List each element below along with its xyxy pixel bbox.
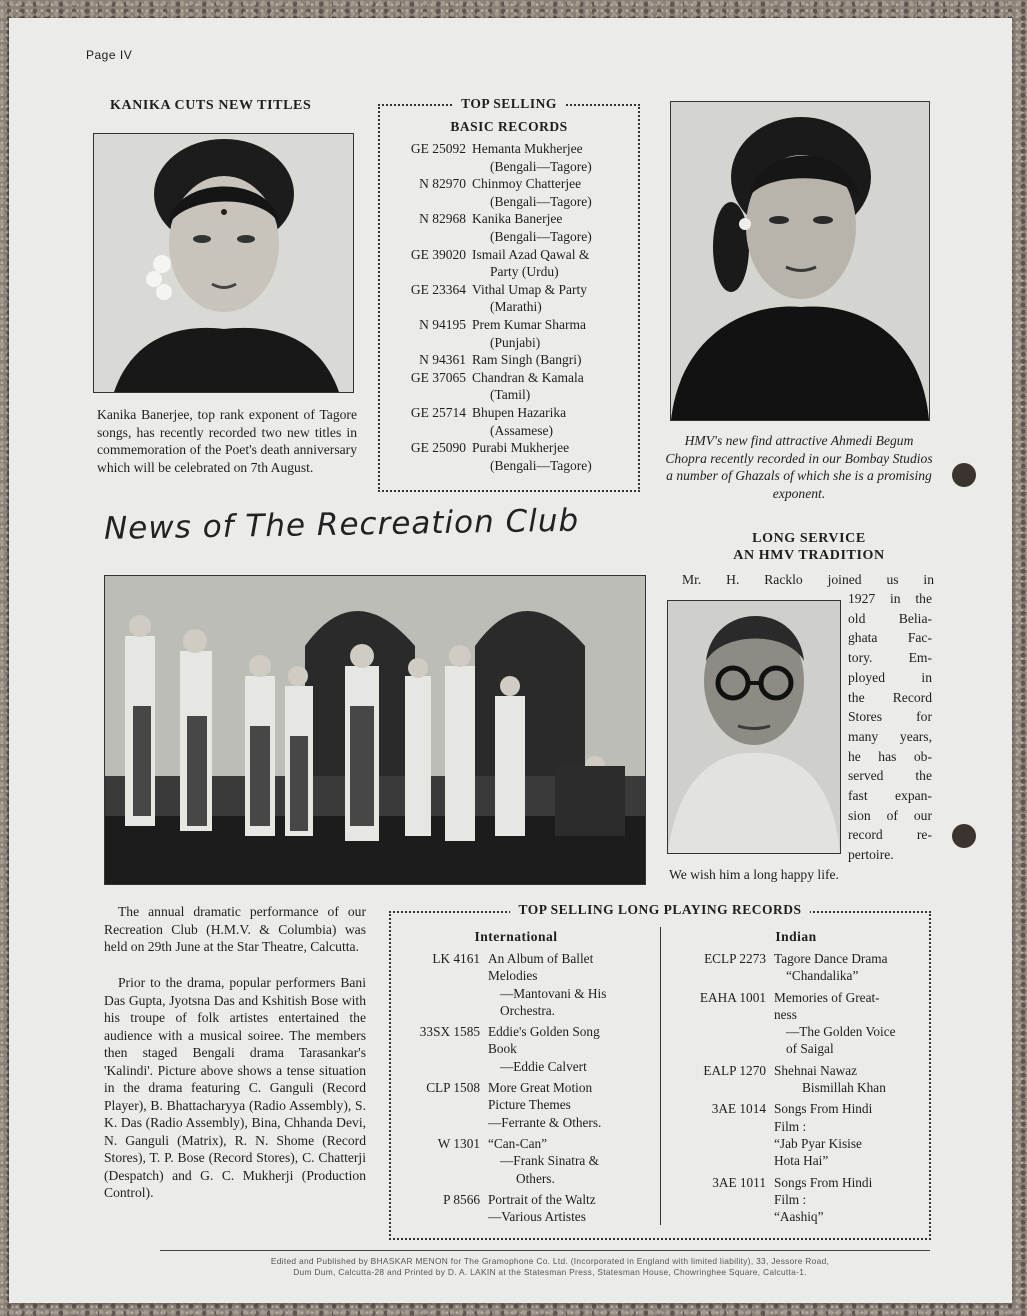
record-artist: Ismail Azad Qawal & [472,246,590,262]
punch-hole [952,824,976,848]
record-artist: Vithal Umap & Party [472,281,588,297]
international-heading: International [474,929,558,944]
body-line: fast expan- [848,788,932,804]
lp-line: —Various Artistes [488,1209,586,1225]
lp-entry [400,1023,632,1075]
record-language: (Marathi) [490,299,542,315]
lp-line: Book [488,1041,517,1057]
lp-line: Songs From Hindi [774,1101,873,1117]
lp-line: Picture Themes [488,1097,571,1113]
lp-line: Hota Hai” [774,1153,829,1169]
record-entry [386,210,622,245]
record-entry [386,439,622,474]
lp-code: P 8566 [443,1191,480,1207]
record-artist: Bhupen Hazarika [472,404,567,420]
body-line: served the [848,768,932,784]
lp-line: “Can-Can” [488,1135,548,1151]
lp-code: LK 4161 [432,951,480,966]
record-language: (Bengali—Tagore) [490,228,592,244]
long-service-heading-line2: AN HMV TRADITION [733,548,885,563]
body-line: he has ob- [848,748,932,764]
recreation-club-handwritten-title: News of The Recreation Club [103,502,580,547]
page-label: Page IV [86,48,133,62]
lp-line: An Album of Ballet [488,951,594,966]
lp-entry [672,989,916,1058]
record-entry [386,175,622,210]
record-language: (Bengali—Tagore) [490,457,592,473]
lp-code: 33SX 1585 [419,1024,480,1040]
record-artist: Chandran & Kamala [472,369,584,385]
record-code: N 82970 [419,176,466,192]
record-code: GE 37065 [410,369,466,385]
basic-records-title-1: TOP SELLING [378,96,640,112]
international-list [400,950,632,1229]
lp-line: Memories of Great- [774,989,880,1005]
lp-entry [672,1062,916,1097]
footer-line-1: Edited and Published by BHASKAR MENON for The Gramophone Co. Ltd. (Incorporated in England with limited liability), 33, Jessore Road, [270,1256,830,1266]
lp-code: W 1301 [437,1135,480,1151]
record-code: N 94361 [419,352,466,368]
record-code: GE 25090 [410,440,466,456]
lp-line: Others. [516,1170,555,1186]
lp-line: —The Golden Voice [786,1024,896,1040]
ahmedi-portrait-photo [670,101,930,421]
body-line: 1927 in the [848,591,932,606]
lp-code: EAHA 1001 [699,989,766,1005]
body-line: ployed in [848,669,932,685]
record-artist: Ram Singh (Bangri) [472,352,582,368]
long-service-heading [664,530,954,564]
record-entry [386,316,622,351]
kanika-portrait-photo [93,133,354,393]
long-service-closing: We wish him a long happy life. [669,867,839,882]
lp-line: “Chandalika” [786,968,859,984]
lp-code: 3AE 1011 [712,1174,766,1190]
record-entry [386,369,622,404]
lp-entry [672,1174,916,1226]
lp-line: More Great Motion [488,1080,593,1096]
kanika-caption: Kanika Banerjee, top rank exponent of Tagore songs, has recently recorded two new titles in commemoration of the Poet's death anniversary which will be celebrated on 7th August. [97,407,357,475]
lp-line: Film : [774,1118,807,1134]
record-language: (Tamil) [490,387,531,403]
publisher-footer [120,1256,980,1278]
indian-list [672,950,916,1229]
record-artist: Prem Kumar Sharma [472,316,586,332]
body-line: record re- [848,827,932,843]
lp-entry [400,1079,632,1131]
record-code: N 82968 [419,211,466,227]
footer-rule [160,1250,930,1251]
lp-line: Melodies [488,968,538,984]
basic-records-title-2: BASIC RECORDS [450,119,568,134]
record-language: (Bengali—Tagore) [490,158,592,174]
body-line: tory. Em- [848,650,932,666]
lp-line: “Jab Pyar Kisise [774,1135,862,1151]
lp-line: “Aashiq” [774,1209,824,1225]
record-entry [386,140,622,175]
record-artist: Kanika Banerjee [472,211,563,227]
lp-line: —Ferrante & Others. [488,1114,602,1130]
long-service-intro: Mr. H. Racklo joined us in [682,572,934,587]
lp-entry [672,1100,916,1169]
lp-entry [400,1135,632,1187]
lp-line: Orchestra. [500,1002,556,1018]
record-code: N 94195 [419,316,466,332]
kanika-heading: KANIKA CUTS NEW TITLES [110,98,312,113]
lp-line: Tagore Dance Drama [774,951,888,966]
lp-line: ness [774,1006,797,1022]
record-entry [386,404,622,439]
lp-line: Film : [774,1191,807,1207]
drama-stage-photo [104,575,646,885]
body-line: ghata Fac- [848,630,932,646]
footer-line-2: Dum Dum, Calcutta-28 and Printed by D. A. LAKIN at the Statesman Press, Statesman House, Chowringhee Square, Calcutta-1. [293,1267,807,1277]
record-language: Party (Urdu) [490,264,559,280]
racklo-portrait-photo [667,600,841,854]
recreation-paragraph-1: The annual dramatic performance of our Recreation Club (H.M.V. & Columbia) was held on 29th June at the Star Theatre, Calcutta. [104,904,366,954]
punch-hole [952,463,976,487]
record-code: GE 23364 [410,281,466,297]
ahmedi-caption: HMV's new find attractive Ahmedi Begum Chopra recently recorded in our Bombay Studios a number of Ghazals of which she is a promising exponent. [665,433,933,501]
record-language: (Punjabi) [490,334,541,350]
record-code: GE 25714 [410,404,466,420]
lp-records-title: TOP SELLING LONG PLAYING RECORDS [389,902,931,918]
lp-entry [400,950,632,1019]
long-service-heading-line1: LONG SERVICE [752,531,866,546]
lp-line: Portrait of the Waltz [488,1191,596,1207]
body-line: many years, [848,728,932,744]
lp-code: EALP 1270 [703,1062,766,1078]
recreation-paragraph-2: Prior to the drama, popular performers Bani Das Gupta, Jyotsna Das and Kshitish Bose with his troupe of folk artistes entertained the audience with a musical soiree. The members then staged Bengali drama Tarasankar's 'Kalindi'. Picture above shows a tense situation in the drama featuring C. Ganguli (Record Player), B. Bhattacharyya (Radio Assembly), S. K. Das (Radio Assembly), Bina, Chhanda Devi, N. Ganguli (Matrix), R. N. Shome (Record Stores), T. P. Bose (Record Stores), C. Chatterji (Despatch) and G. C. Mukherji (Production Control). [104,975,366,1200]
long-service-body [848,589,932,865]
body-line: Stores for [848,709,932,725]
body-line: pertoire. [848,847,894,863]
record-language: (Bengali—Tagore) [490,193,592,209]
record-code: GE 39020 [410,246,466,262]
lp-line: —Mantovani & His [500,985,607,1001]
lp-line: Shehnai Nawaz [774,1062,858,1078]
indian-heading: Indian [775,929,817,944]
lp-line: Bismillah Khan [802,1080,886,1096]
record-entry [386,246,622,281]
record-artist: Purabi Mukherjee [472,440,570,456]
body-line: sion of our [848,807,932,823]
record-entry [386,351,622,369]
body-line: the Record [848,689,932,705]
body-line: old Belia- [848,610,932,626]
lp-line: —Frank Sinatra & [500,1153,599,1169]
lp-line: of Saigal [786,1041,834,1057]
lp-entry [400,1191,632,1226]
lp-line: Eddie's Golden Song [488,1024,600,1040]
record-code: GE 25092 [410,141,466,156]
lp-code: 3AE 1014 [711,1101,766,1117]
record-artist: Hemanta Mukherjee [472,141,583,156]
lp-line: —Eddie Calvert [500,1058,587,1074]
lp-code: CLP 1508 [426,1080,480,1096]
column-divider [660,927,661,1225]
lp-entry [672,950,916,985]
basic-records-list [386,140,622,474]
record-language: (Assamese) [490,422,553,438]
record-entry [386,281,622,316]
lp-line: Songs From Hindi [774,1174,873,1190]
record-artist: Chinmoy Chatterjee [472,176,582,192]
lp-code: ECLP 2273 [704,951,766,966]
